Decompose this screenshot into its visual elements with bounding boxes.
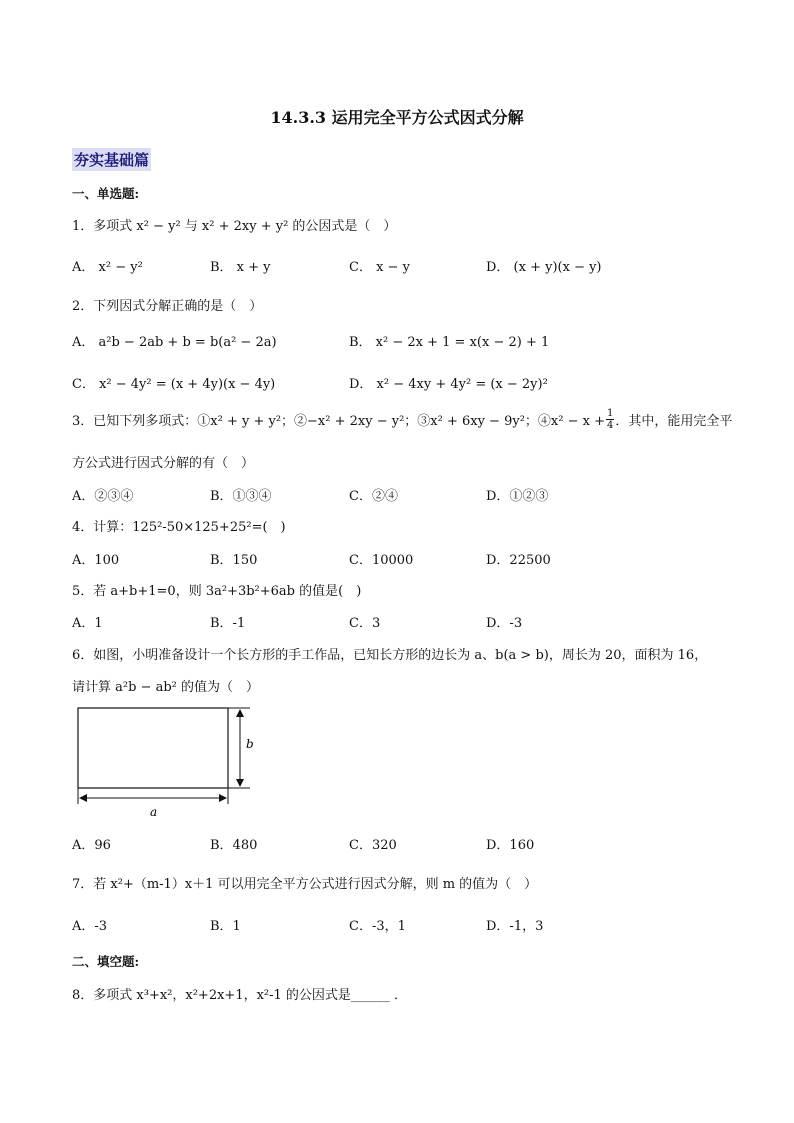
q5-option-d: D．-3 [486, 616, 523, 631]
q6-option-d: D．160 [486, 838, 535, 853]
q5-option-c: C．3 [349, 616, 381, 631]
q3-option-d: D．①②③ [486, 489, 549, 504]
q3-option-b: B．①③④ [210, 489, 272, 504]
q3-option-a: A．②③④ [72, 489, 134, 504]
group-heading-choice: 一、单选题: [72, 186, 140, 201]
label-b: b [246, 737, 254, 751]
question-4: 4．计算：125²-50×125+25²=( ) [72, 520, 286, 535]
q4-option-c: C．10000 [349, 553, 414, 568]
question-3 [72, 408, 732, 431]
q3-prefix: 3．已知下列多项式：①x² + y + y²；②−x² + 2xy − y²；③x² + 6xy − 9y²；④x² − x + [72, 414, 605, 429]
question-1: 1．多项式 x² − y² 与 x² + 2xy + y² 的公因式是（ ） [72, 219, 397, 234]
rectangle-shape [78, 708, 228, 788]
q6-option-a: A．96 [72, 838, 111, 853]
q1-option-a: A． x² − y² [72, 260, 143, 275]
label-a: a [150, 805, 158, 819]
q7-option-b: B．1 [210, 919, 241, 934]
q3-fraction-denominator: 4 [606, 420, 614, 431]
q4-option-b: B．150 [210, 553, 258, 568]
q3-fraction-numerator: 1 [606, 408, 614, 419]
question-8: 8．多项式 x³+x²，x²+2x+1，x²-1 的公因式是______ ． [72, 988, 408, 1003]
question-2: 2．下列因式分解正确的是（ ） [72, 299, 263, 314]
question-6-line-2: 请计算 a²b − ab² 的值为（ ） [72, 680, 259, 695]
q2-option-c: C． x² − 4y² = (x + 4y)(x − 4y) [72, 377, 276, 392]
question-7: 7．若 x²+（m-1）x＋1 可以用完全平方公式进行因式分解，则 m 的值为（ ） [72, 877, 538, 892]
q6-option-c: C．320 [349, 838, 397, 853]
rectangle-figure [70, 700, 260, 822]
q2-option-b: B． x² − 2x + 1 = x(x − 2) + 1 [349, 335, 550, 350]
q5-option-a: A．1 [72, 616, 103, 631]
q3-fraction [606, 408, 614, 431]
question-6: 6．如图，小明准备设计一个长方形的手工作品，已知长方形的边长为 a、b(a > b)，周长为 20，面积为 16， [72, 648, 708, 663]
q2-option-d: D． x² − 4xy + 4y² = (x − 2y)² [349, 377, 548, 392]
q6-option-b: B．480 [210, 838, 258, 853]
q4-option-d: D．22500 [486, 553, 551, 568]
q3-suffix: ．其中，能用完全平 [615, 414, 733, 429]
q4-option-a: A．100 [72, 553, 120, 568]
group-heading-fill: 二、填空题: [72, 954, 140, 969]
q7-option-c: C．-3，1 [349, 919, 406, 934]
question-3-line-2: 方公式进行因式分解的有（ ） [72, 456, 255, 471]
q1-option-c: C． x − y [349, 260, 410, 275]
section-heading: 夯实基础篇 [72, 148, 151, 171]
q7-option-d: D．-1，3 [486, 919, 544, 934]
q2-option-a: A． a²b − 2ab + b = b(a² − 2a) [72, 335, 277, 350]
q3-option-c: C．②④ [349, 489, 398, 504]
q5-option-b: B．-1 [210, 616, 246, 631]
q1-option-b: B． x + y [210, 260, 271, 275]
q1-option-d: D． (x + y)(x − y) [486, 260, 602, 275]
q7-option-a: A．-3 [72, 919, 108, 934]
question-5: 5．若 a+b+1=0，则 3a²+3b²+6ab 的值是( ) [72, 584, 362, 599]
page-title: 14.3.3 运用完全平方公式因式分解 [270, 108, 524, 127]
